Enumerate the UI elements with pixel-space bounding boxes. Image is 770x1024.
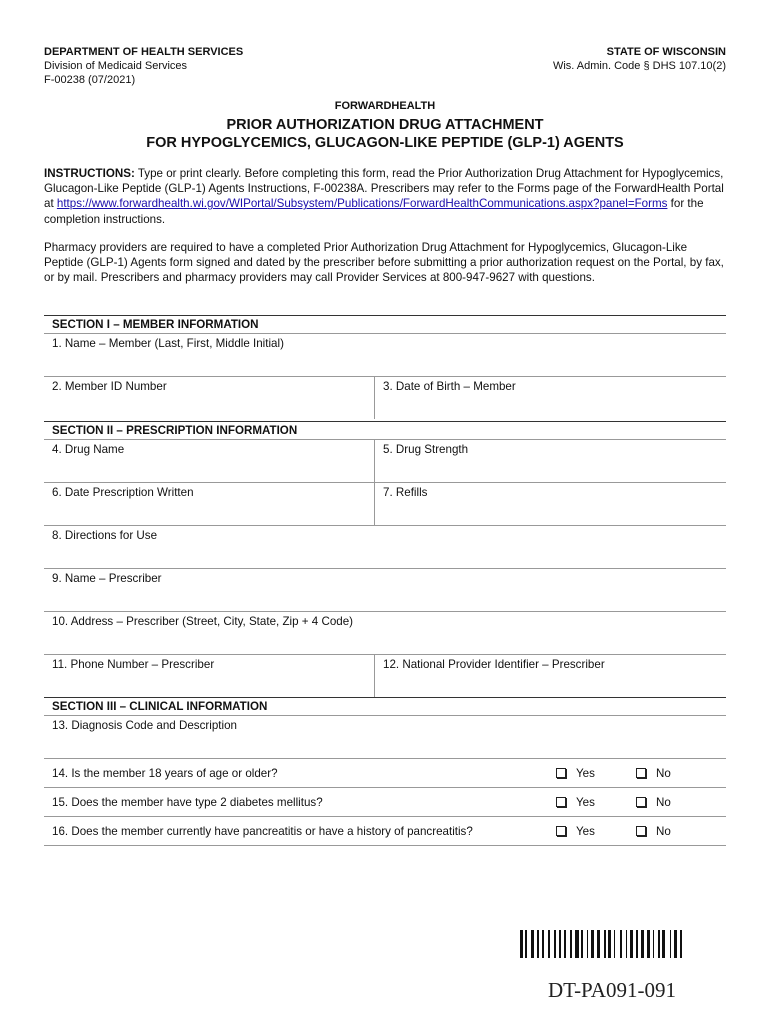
barcode-bar (674, 930, 677, 958)
barcode-bar (597, 930, 601, 958)
question-text: 16. Does the member currently have pancreatitis or have a history of pancreatitis? (52, 824, 473, 838)
checkbox-icon[interactable] (636, 768, 646, 778)
barcode-bar (554, 930, 556, 958)
question-15 (44, 787, 726, 816)
field-label: 6. Date Prescription Written (52, 486, 194, 499)
field-member-id[interactable] (44, 377, 374, 419)
barcode-bar (570, 930, 573, 958)
barcode-bar (636, 930, 638, 958)
barcode-bar (662, 930, 665, 958)
barcode-bar (604, 930, 606, 958)
instructions-text-1: Type or print clearly. Before completing this form, read the Prior Authorization Drug Attachment for Hypoglycemics, Glucagon-Like Peptide (GLP-1) Agents Instructions, F-00238A. Prescribers may refer to the Forms page of the ForwardHealth Portal at (44, 167, 724, 211)
no-label: No (656, 795, 671, 809)
header-right (553, 45, 726, 73)
yes-checkbox[interactable] (556, 825, 636, 838)
section-clinical-info: SECTION III – CLINICAL INFORMATION (44, 697, 726, 715)
barcode-bar (542, 930, 545, 958)
field-label: 13. Diagnosis Code and Description (52, 719, 237, 732)
field-member-name[interactable] (44, 333, 726, 376)
forms-page-link[interactable]: https://www.forwardhealth.wi.gov/WIPortal/Subsystem/Publications/ForwardHealthCommunications.aspx?panel=Forms (56, 197, 668, 211)
yes-checkbox[interactable] (556, 767, 636, 780)
yes-label: Yes (576, 824, 595, 838)
department-name: DEPARTMENT OF HEALTH SERVICES (44, 46, 244, 58)
instructions-text-2: for the completion instructions. (44, 197, 704, 226)
checkbox-icon[interactable] (556, 768, 566, 778)
section-prescription-info: SECTION II – PRESCRIPTION INFORMATION (44, 421, 726, 439)
barcode-bar (525, 930, 527, 958)
field-prescriber-address[interactable] (44, 611, 726, 654)
no-label: No (656, 824, 671, 838)
barcode-bar (564, 930, 566, 958)
pharmacy-instructions: Pharmacy providers are required to have a completed Prior Authorization Drug Attachment for Hypoglycemics, Glucagon-Like Peptide (GLP-1) Agents form signed and dated by the prescriber before submitting a prior authorization request on the Portal, by fax, or by mail. Prescribers and pharmacy providers may call Provider Services at 800-947-9627 with questions. (44, 241, 724, 285)
checkbox-icon[interactable] (556, 797, 566, 807)
header-left (44, 45, 243, 87)
field-label: 2. Member ID Number (52, 380, 167, 393)
yes-label: Yes (576, 766, 595, 780)
field-drug-name[interactable] (44, 440, 374, 482)
field-label: 3. Date of Birth – Member (383, 380, 516, 393)
barcode-bar (670, 930, 672, 958)
checkbox-icon[interactable] (636, 826, 646, 836)
barcode-bar (581, 930, 583, 958)
barcode-bar (520, 930, 523, 958)
checkbox-icon[interactable] (636, 797, 646, 807)
field-drug-strength[interactable] (374, 440, 726, 482)
field-label: 12. National Provider Identifier – Prescriber (383, 658, 605, 671)
field-label: 7. Refills (383, 486, 428, 499)
form-title (0, 116, 770, 152)
question-text: 15. Does the member have type 2 diabetes mellitus? (52, 795, 323, 809)
instructions (44, 166, 728, 227)
no-checkbox[interactable] (636, 825, 726, 838)
field-directions[interactable] (44, 525, 726, 568)
barcode-bar (548, 930, 550, 958)
barcode-bar (653, 930, 655, 958)
division-name: Division of Medicaid Services (44, 60, 188, 72)
barcode-bar (630, 930, 633, 958)
field-diagnosis[interactable] (44, 715, 726, 758)
agency-name: FORWARDHEALTH (334, 100, 436, 112)
question-text: 14. Is the member 18 years of age or older? (52, 766, 278, 780)
field-refills[interactable] (374, 483, 726, 525)
barcode-bar (680, 930, 683, 958)
barcode-bar (620, 930, 622, 958)
barcode-bar (531, 930, 535, 958)
field-label: 8. Directions for Use (52, 529, 158, 542)
barcode-bar (626, 930, 628, 958)
field-label: 4. Drug Name (52, 443, 125, 456)
document-id: DT-PA091-091 (548, 978, 676, 1002)
barcode-bar (559, 930, 562, 958)
barcode-bar (575, 930, 579, 958)
state-name: STATE OF WISCONSIN (606, 46, 726, 58)
field-prescriber-name[interactable] (44, 568, 726, 611)
barcode-bar (591, 930, 594, 958)
form-title-line2: FOR HYPOGLYCEMICS, GLUCAGON-LIKE PEPTIDE (GLP-1) AGENTS (146, 135, 624, 151)
barcode-bar (587, 930, 589, 958)
barcode-bar (641, 930, 645, 958)
no-checkbox[interactable] (636, 796, 726, 809)
field-date-written[interactable] (44, 483, 374, 525)
barcode-bar (647, 930, 650, 958)
no-checkbox[interactable] (636, 767, 726, 780)
field-label: 9. Name – Prescriber (52, 572, 162, 585)
field-label: 1. Name – Member (Last, First, Middle Initial) (52, 337, 284, 350)
question-16 (44, 816, 726, 846)
admin-code: Wis. Admin. Code § DHS 107.10(2) (552, 60, 726, 72)
form-number: F-00238 (07/2021) (44, 74, 136, 86)
barcode-bar (614, 930, 616, 958)
instructions-label: INSTRUCTIONS: (44, 167, 135, 180)
field-member-dob[interactable] (374, 377, 726, 419)
section-member-info: SECTION I – MEMBER INFORMATION (44, 315, 726, 333)
yes-checkbox[interactable] (556, 796, 636, 809)
pa-form (44, 315, 726, 846)
field-label: 11. Phone Number – Prescriber (52, 658, 215, 671)
checkbox-icon[interactable] (556, 826, 566, 836)
field-prescriber-phone[interactable] (44, 655, 374, 697)
field-prescriber-npi[interactable] (374, 655, 726, 697)
barcode-bar (608, 930, 611, 958)
field-label: 10. Address – Prescriber (Street, City, State, Zip + 4 Code) (52, 615, 354, 628)
barcode (520, 930, 714, 958)
barcode-bar (537, 930, 539, 958)
no-label: No (656, 766, 671, 780)
question-14 (44, 758, 726, 787)
form-title-line1: PRIOR AUTHORIZATION DRUG ATTACHMENT (226, 117, 544, 133)
barcode-bar (658, 930, 660, 958)
yes-label: Yes (576, 795, 595, 809)
field-label: 5. Drug Strength (383, 443, 469, 456)
